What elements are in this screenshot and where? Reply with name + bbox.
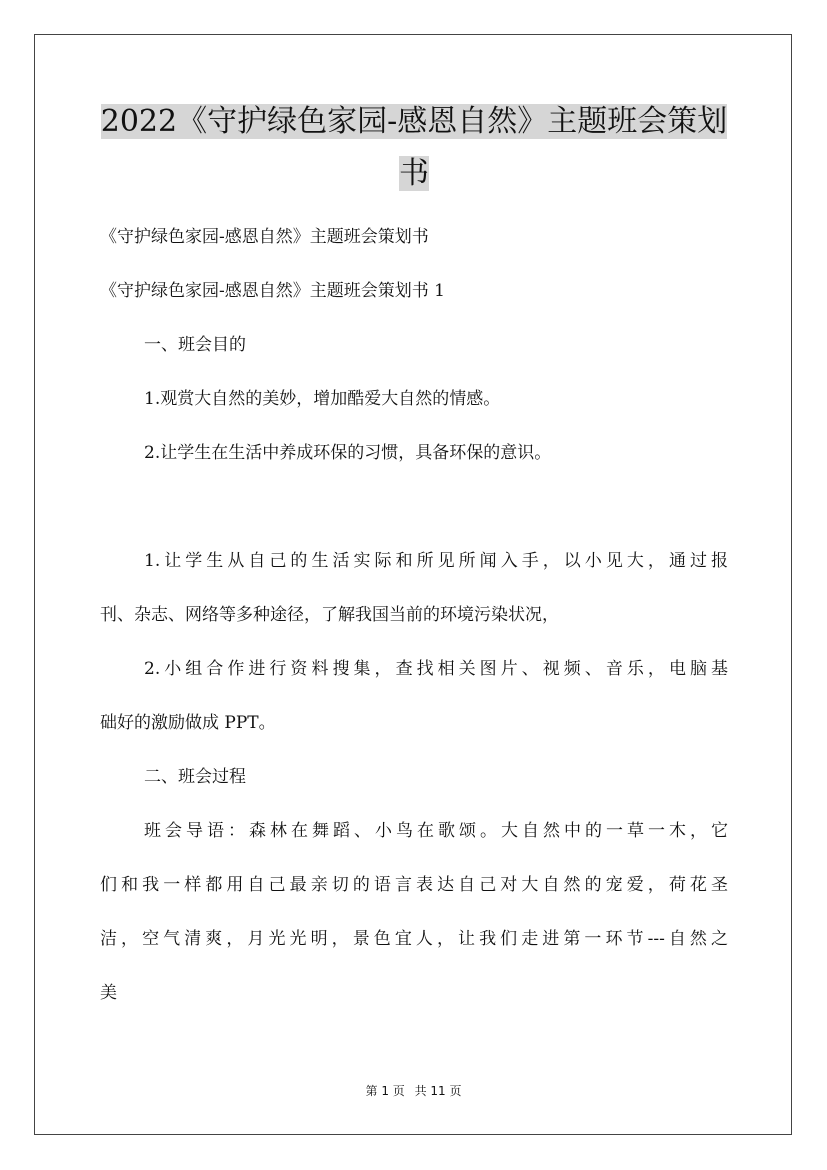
paragraph-subtitle: 《守护绿色家园-感恩自然》主题班会策划书	[100, 227, 429, 247]
title-line-1: 2022《守护绿色家园-感恩自然》主题班会策划	[100, 104, 728, 139]
document-title	[100, 96, 728, 200]
blank-line	[100, 480, 728, 534]
page-number: 第 1 页	[365, 1084, 405, 1098]
purpose-item-1: 1.观赏大自然的美妙，增加酷爱大自然的情感。	[144, 389, 501, 409]
prep-item-1-line-2: 刊、杂志、网络等多种途径，了解我国当前的环境污染状况，	[100, 605, 559, 625]
intro-line-1: 班会导语：森林在舞蹈、小鸟在歌颂。大自然中的一草一木，它	[144, 821, 728, 841]
intro-line-2: 们和我一样都用自己最亲切的语言表达自己对大自然的宠爱，荷花圣	[100, 875, 728, 895]
document-body	[100, 210, 728, 1020]
prep-item-2-line-2: 础好的激励做成 PPT。	[100, 713, 276, 733]
prep-item-1-line-1: 1.让学生从自己的生活实际和所见所闻入手，以小见大，通过报	[144, 551, 728, 571]
purpose-item-2: 2.让学生在生活中养成环保的习惯，具备环保的意识。	[144, 443, 552, 463]
section-heading-purpose: 一、班会目的	[144, 335, 246, 355]
title-line-2: 书	[399, 156, 429, 191]
paragraph-subtitle-numbered: 《守护绿色家园-感恩自然》主题班会策划书 1	[100, 281, 445, 301]
page-footer	[0, 1082, 827, 1099]
intro-line-3: 洁，空气清爽，月光光明，景色宜人，让我们走进第一环节---自然之	[100, 929, 728, 949]
prep-item-2-line-1: 2.小组合作进行资料搜集，查找相关图片、视频、音乐，电脑基	[144, 659, 728, 679]
intro-line-4: 美	[100, 983, 117, 1003]
page-total: 共 11 页	[414, 1084, 462, 1098]
section-heading-process: 二、班会过程	[144, 767, 246, 787]
